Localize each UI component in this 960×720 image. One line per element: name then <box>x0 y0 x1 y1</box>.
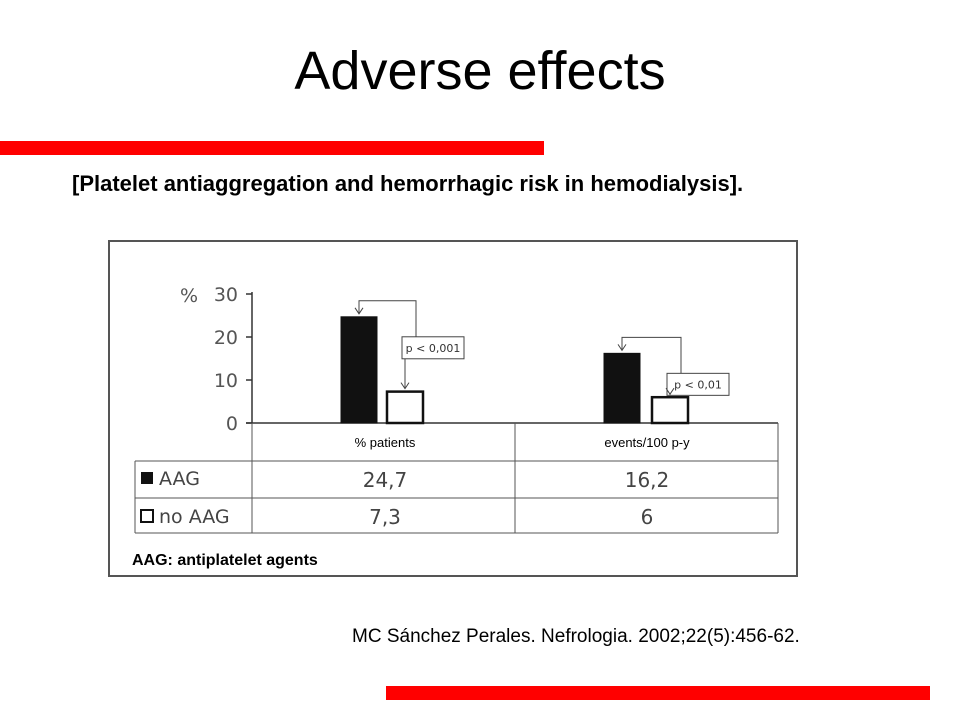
y-tick-label-30: 30 <box>213 284 238 306</box>
legend-label-no-aag: no AAG <box>159 506 230 528</box>
y-tick-label-10: 10 <box>213 370 238 392</box>
slide-title: Adverse effects <box>294 41 666 101</box>
chart-svg <box>110 242 800 579</box>
y-tick-label-0: 0 <box>225 413 238 435</box>
y-tick-label-20: 20 <box>213 327 238 349</box>
footnote: AAG: antiplatelet agents <box>132 552 318 569</box>
bar-no-aag-1 <box>652 397 688 423</box>
cell-aag-events: 16,2 <box>624 468 670 492</box>
p-value-label-1: p < 0,01 <box>674 378 722 392</box>
slide-subtitle: [Platelet antiaggregation and hemorrhagic risk in hemodialysis]. <box>72 171 744 196</box>
y-axis-unit: % <box>180 285 199 307</box>
table-header-col2: events/100 p-y <box>604 435 690 450</box>
bar-aag-1 <box>604 353 640 423</box>
bar-aag-0 <box>341 317 377 423</box>
legend-label-aag: AAG <box>159 468 200 490</box>
cell-no-aag-events: 6 <box>640 505 654 529</box>
p-value-label-0: p < 0,001 <box>405 341 461 355</box>
citation: MC Sánchez Perales. Nefrologia. 2002;22(5):456-62. <box>352 626 800 647</box>
cell-aag-patients: 24,7 <box>362 468 408 492</box>
legend-swatch-no-aag <box>141 510 153 522</box>
bar-no-aag-0 <box>387 392 423 423</box>
cell-no-aag-patients: 7,3 <box>369 505 401 529</box>
table-header-col1: % patients <box>354 435 416 450</box>
legend-swatch-aag <box>141 472 153 484</box>
chart-figure <box>108 240 798 577</box>
top-accent-bar <box>0 141 544 155</box>
bottom-accent-bar <box>386 686 930 700</box>
